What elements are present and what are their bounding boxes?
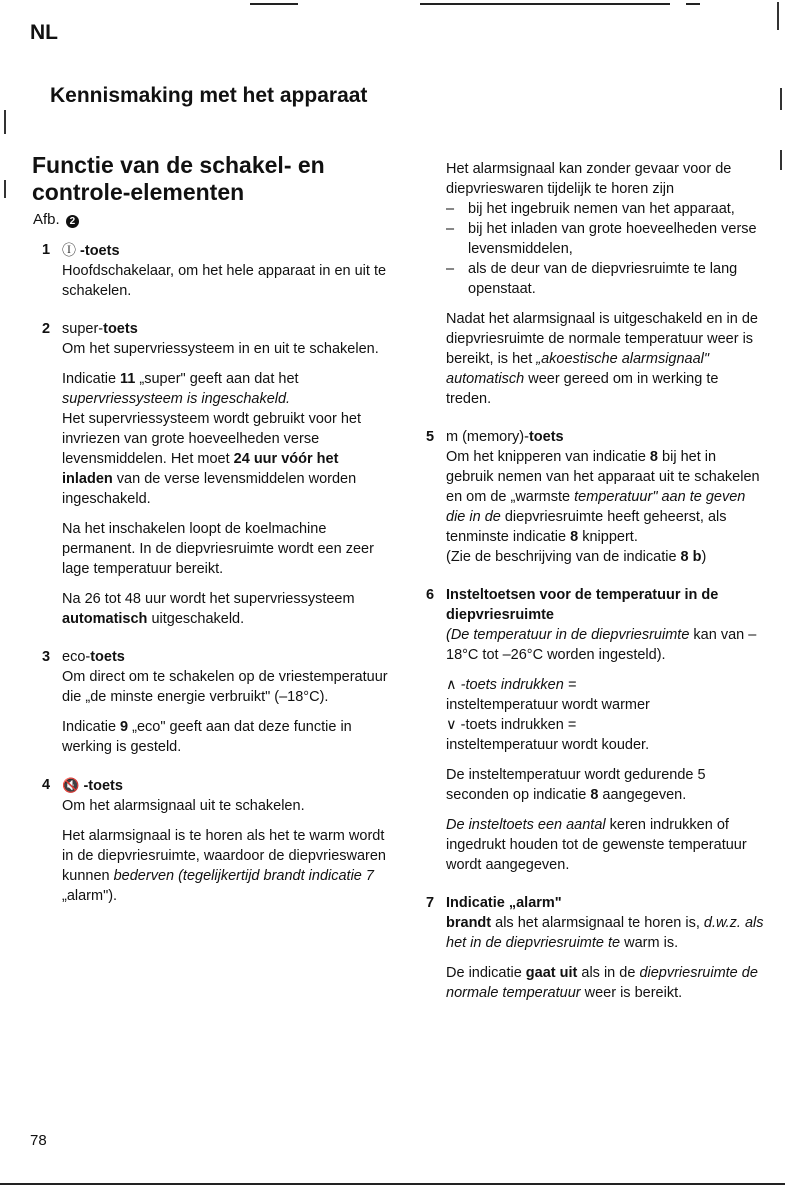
- item-text: Om direct om te schakelen op de vriestemperatuur die „de minste energie verbruikt" (–18°C).: [62, 669, 388, 705]
- text-run: diepvriesruimte heeft geheerst, als tenminste indicatie: [446, 509, 727, 545]
- text-run: aangegeven.: [598, 787, 687, 803]
- indicator-number: 8: [570, 529, 579, 545]
- italic-text: diepvriesruimte de normale temperatuur: [446, 965, 758, 1001]
- item-7: [426, 893, 766, 1003]
- item-1: [42, 240, 392, 301]
- text-run: Indicatie: [62, 371, 121, 387]
- item-number: 5: [426, 429, 435, 445]
- text-run: knippert.: [578, 529, 638, 545]
- text-run: kan van –18°C tot –26°C worden ingesteld).: [446, 627, 757, 663]
- top-rule: [686, 3, 700, 5]
- text-run: weer is bereikt.: [580, 985, 683, 1001]
- italic-text: (De temperatuur in de diepvriesruimte: [446, 627, 690, 643]
- item-6: [426, 585, 766, 875]
- text-run: uitgeschakeld.: [147, 611, 245, 627]
- list-item: – bij het ingebruik nemen van het apparaat,: [446, 199, 766, 219]
- item-title: toets: [103, 321, 138, 337]
- text-run: De insteltemperatuur wordt gedurende 5 seconden op indicatie: [446, 767, 706, 803]
- item-text: Hoofdschakelaar, om het hele apparaat in en uit te schakelen.: [62, 263, 387, 299]
- figure-number-badge: 2: [66, 215, 79, 228]
- text-run: warm is.: [620, 935, 679, 951]
- text-run: Na 26 tot 48 uur wordt het supervriessysteem: [62, 591, 355, 607]
- italic-text: „akoestische alarmsignaal" automatisch: [446, 351, 710, 387]
- text-run: „super" geeft aan dat het: [135, 371, 299, 387]
- right-column: [426, 159, 766, 1013]
- item-3: [42, 647, 392, 757]
- page-heading: Functie van de schakel- en controle-elementen: [32, 152, 325, 205]
- indicator-number: 8 b: [680, 549, 702, 565]
- text-run: ): [701, 549, 707, 565]
- list-item: – als de deur van de diepvriesruimte te lang openstaat.: [446, 259, 766, 299]
- alarm-off-icon: 🔇: [62, 777, 80, 793]
- paragraph: Na het inschakelen loopt de koelmachine permanent. In de diepvriesruimte wordt een zeer lage temperatuur bereikt.: [62, 521, 374, 577]
- scan-edge-mark: [777, 2, 779, 30]
- text-run: Nadat het alarmsignaal is uitgeschakeld en in de diepvriesruimte de normale temperatuur weer is bereikt, is het: [446, 311, 758, 367]
- item-5: [426, 427, 766, 567]
- item-number: 1: [42, 242, 51, 258]
- text-run: van de verse levensmiddelen worden ingeschakeld.: [62, 471, 357, 507]
- indicator-number: 11: [120, 371, 136, 387]
- item-text: Om het alarmsignaal uit te schakelen.: [62, 798, 305, 814]
- item-title-prefix: super-: [62, 321, 104, 337]
- item-title: toets: [90, 649, 125, 665]
- top-rule: [420, 3, 670, 5]
- bottom-rule: [0, 1183, 785, 1185]
- left-column: [42, 240, 392, 916]
- bold-text: gaat uit: [525, 965, 578, 981]
- item-title: toets: [528, 429, 564, 445]
- item-title: -toets: [80, 243, 120, 259]
- indicator-number: 8: [590, 787, 599, 803]
- page-number: 78: [30, 1132, 47, 1149]
- item-number: 4: [42, 777, 51, 793]
- italic-text: temperatuur" aan te geven die in de: [446, 489, 746, 525]
- figure-reference: [33, 211, 79, 228]
- bold-text: brandt: [446, 915, 492, 931]
- text-run: (Zie de beschrijving van de indicatie: [446, 549, 681, 565]
- item-number: 2: [42, 321, 51, 337]
- paragraph: Het alarmsignaal kan zonder gevaar voor de diepvrieswaren tijdelijk te horen zijn: [446, 161, 732, 197]
- text-run: „eco" geeft aan dat deze functie in werking is gesteld.: [62, 719, 352, 755]
- item-title: -toets: [83, 778, 123, 794]
- text-run: insteltemperatuur wordt kouder.: [446, 737, 650, 753]
- bold-text: automatisch: [62, 611, 148, 627]
- item-title-prefix: m (memory)-: [446, 429, 529, 445]
- text-run: weer gereed om in werking te treden.: [446, 371, 719, 407]
- list-item: – bij het inladen van grote hoeveelheden verse levensmiddelen,: [446, 219, 766, 259]
- italic-text: De insteltoets een aantal: [446, 817, 606, 833]
- top-rule: [250, 3, 298, 5]
- italic-text: d.w.z. als het in de diepvriesruimte te: [446, 915, 764, 951]
- text-run: bij het in gebruik nemen van het apparaat uit te schakelen en om de „warmste: [446, 449, 760, 505]
- item-4: [42, 775, 392, 906]
- indicator-number: 9: [120, 719, 129, 735]
- text-run: Het alarmsignaal is te horen als het te warm wordt in de diepvriesruimte, waardoor de diepvrieswaren kunnen: [62, 828, 386, 884]
- italic-text: bederven (tegelijkertijd brandt indicatie 7: [113, 868, 374, 884]
- power-icon: Ⓘ: [62, 242, 76, 258]
- item-number: 7: [426, 895, 435, 911]
- bullet-list: [446, 199, 766, 299]
- scan-edge-mark: [780, 150, 782, 170]
- item-title: Indicatie „alarm": [446, 895, 562, 911]
- item-text: Om het supervriessysteem in en uit te schakelen.: [62, 341, 379, 357]
- text-run: als het alarmsignaal te horen is,: [491, 915, 704, 931]
- item-title-prefix: eco-: [62, 649, 91, 665]
- down-key-instruction: ∨ -toets indrukken =: [446, 717, 577, 733]
- text-run: Indicatie: [62, 719, 121, 735]
- italic-text: supervriessysteem is ingeschakeld.: [62, 391, 291, 407]
- indicator-number: 8: [649, 449, 658, 465]
- item-number: 3: [42, 649, 51, 665]
- text-run: Om het knipperen van indicatie: [446, 449, 650, 465]
- item-number: 6: [426, 587, 435, 603]
- text-run: als in de: [577, 965, 640, 981]
- text-run: Het supervriessysteem wordt gebruikt voor het invriezen van grote hoeveelheden verse levensmiddelen. Het moet: [62, 411, 361, 467]
- text-run: „alarm").: [62, 888, 118, 904]
- item-title: Insteltoetsen voor de temperatuur in de diepvriesruimte: [446, 587, 719, 623]
- item-2: [42, 319, 392, 629]
- section-title: Kennismaking met het apparaat: [50, 84, 368, 107]
- text-run: keren indrukken of ingedrukt houden tot de gewenste temperatuur wordt aangegeven.: [446, 817, 747, 873]
- scan-edge-mark: [4, 110, 6, 134]
- language-label: NL: [30, 21, 58, 44]
- text-run: De indicatie: [446, 965, 526, 981]
- text-run: insteltemperatuur wordt warmer: [446, 697, 650, 713]
- scan-edge-mark: [4, 180, 6, 198]
- scan-edge-mark: [780, 88, 782, 110]
- up-key-instruction: ∧ -toets indrukken =: [446, 677, 577, 693]
- figure-label: Afb.: [33, 211, 60, 228]
- bold-text: 24 uur vóór het inladen: [62, 451, 339, 487]
